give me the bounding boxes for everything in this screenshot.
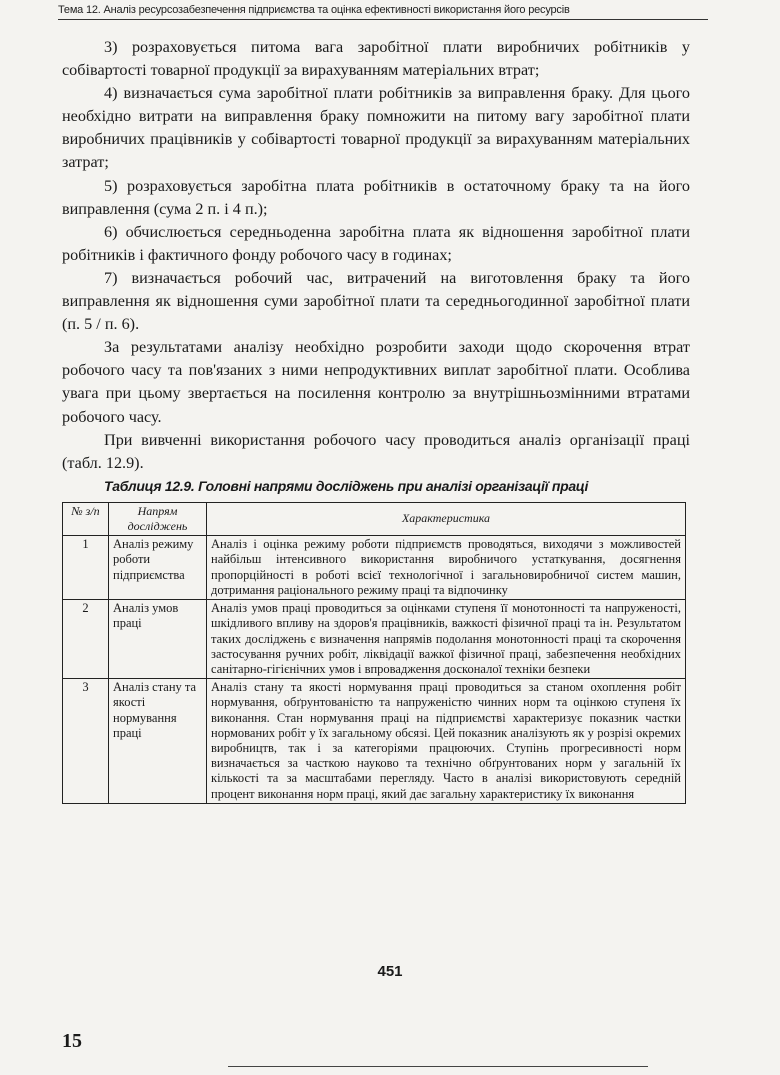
row-characteristic: Аналіз умов праці проводиться за оцінками ступеня її монотонності та напруженості, шкідливого впливу на здоров'я працівників, важкості фізичної праці та ін. Результатом таких досліджень є визначення напрямів подолання монотонності праці та скорочення застосування ручних робіт, ліквідації важкої фізичної праці, забезпечення необхідних санітарно-гігієнічних умов і впровадження досконалої техніки безпеки	[207, 600, 686, 679]
row-direction: Аналіз стану та якості нормування праці	[109, 679, 207, 804]
row-direction: Аналіз режиму роботи підприємства	[109, 536, 207, 600]
table-row	[63, 536, 686, 600]
bottom-rule	[228, 1066, 648, 1067]
table-caption: Таблиця 12.9. Головні напрями досліджень при аналізі організації праці	[104, 477, 589, 494]
paragraph-step-5: 5) розраховується заробітна плата робітників в остаточному браку та на його виправлення (сума 2 п. і 4 п.);	[62, 176, 690, 218]
header-characteristic: Характеристика	[207, 502, 686, 535]
row-num: 1	[63, 536, 109, 600]
paragraph-measures: За результатами аналізу необхідно розробити заходи щодо скорочення втрат робочого часу та пов'язаних з ними непродуктивних виплат заробітної плати. Особлива увага при цьому звертається на посилення контролю за внутрішньозмінними втратами робочого часу.	[62, 338, 690, 426]
table-row	[63, 679, 686, 804]
paragraph-step-6: 6) обчислюється середньоденна заробітна плата як відношення заробітної плати робітників і фактичного фонду робочого часу в годинах;	[62, 222, 690, 264]
page-number: 451	[377, 963, 403, 980]
table-row	[63, 600, 686, 679]
page-body	[62, 36, 690, 804]
row-direction: Аналіз умов праці	[109, 600, 207, 679]
row-num: 2	[63, 600, 109, 679]
row-num: 3	[63, 679, 109, 804]
header-direction: Напрям досліджень	[109, 502, 207, 535]
paragraph-step-3: 3) розраховується питома вага заробітної плати виробничих робітників у собівартості товарної продукції за вирахуванням матеріальних втрат;	[62, 38, 690, 80]
labor-organization-table	[62, 502, 686, 804]
running-header: Тема 12. Аналіз ресурсозабезпечення підприємства та оцінка ефективності використання його ресурсів	[58, 4, 708, 20]
paragraph-step-7: 7) визначається робочий час, витрачений на виготовлення браку та його виправлення як відношення суми заробітної плати та середньогодинної заробітної плати (п. 5 / п. 6).	[62, 268, 690, 334]
margin-number: 15	[62, 1030, 82, 1052]
row-characteristic: Аналіз стану та якості нормування праці проводиться за станом охоплення робіт нормування, обґрунтованістю та напруженістю чинних норм та оцінкою ступеня їх виконання. Стан нормування праці на підприємстві характеризує показник частки нормованих робіт у їх загальному обсязі. Цей показник аналізують як у розрізі окремих виробництв, так і за категоріями працюючих. Ступінь прогресивності норм визначається за часткою науково та технічно обґрунтованих норм у загальній їх кількості та за масштабами перегляду. Часто в аналізі використовують середній процент виконання норм праці, який дає загальну характеристику їх виконання	[207, 679, 686, 804]
row-characteristic: Аналіз і оцінка режиму роботи підприємств проводяться, виходячи з можливостей найбільш інтенсивного використання виробничого устаткування, досягнення пропорційності в роботі всієї технологічної і загальновиробничої систем машин, дотримання раціонального режиму праці та відпочинку	[207, 536, 686, 600]
header-num: № з/п	[63, 502, 109, 535]
paragraph-step-4: 4) визначається сума заробітної плати робітників за виправлення браку. Для цього необхідно витрати на виправлення браку помножити на питому вагу заробітної плати виробничих працівників у собівартості товарної продукції за вирахуванням матеріальних затрат;	[62, 84, 690, 172]
paragraph-table-intro: При вивченні використання робочого часу проводиться аналіз організації праці (табл. 12.9).	[62, 430, 690, 472]
table-header-row	[63, 502, 686, 535]
